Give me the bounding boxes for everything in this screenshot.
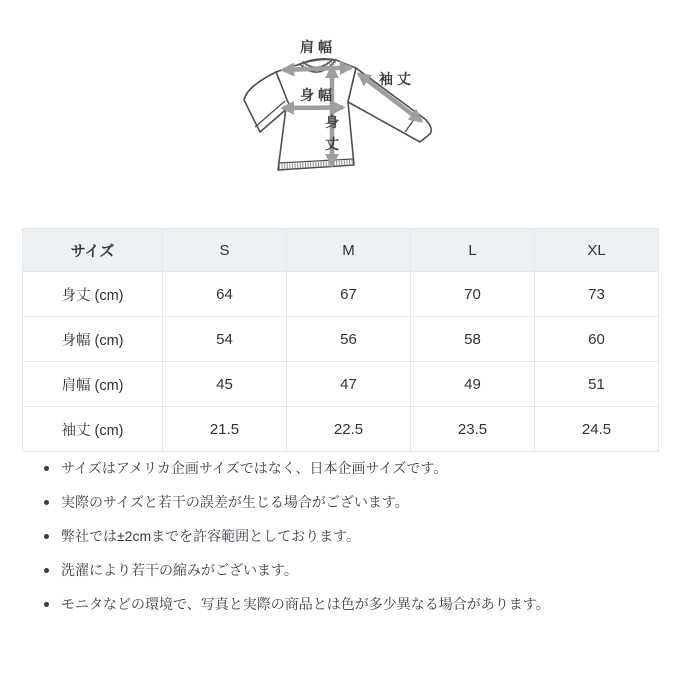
cell-value: 49	[411, 362, 535, 407]
body-length-label-char1: 身	[325, 114, 343, 130]
note-text: モニタなどの環境で、写真と実際の商品とは色が多少異なる場合があります。	[61, 596, 550, 612]
cell-value: 64	[163, 272, 287, 317]
cell-value: 24.5	[535, 407, 659, 452]
note-item	[40, 560, 652, 580]
note-item	[40, 458, 652, 478]
shoulder-width-arrow	[283, 68, 351, 71]
row-label: 身丈 (cm)	[23, 272, 163, 317]
cell-value: 21.5	[163, 407, 287, 452]
size-table-header-xl: XL	[535, 229, 659, 272]
table-row-body-width	[23, 317, 659, 362]
size-table	[22, 228, 659, 452]
body-width-label: 身幅	[300, 87, 336, 103]
body-width-arrow	[283, 108, 343, 109]
bullet-icon	[44, 602, 49, 607]
shoulder-width-label: 肩幅	[300, 39, 336, 55]
cell-value: 67	[287, 272, 411, 317]
row-label: 肩幅 (cm)	[23, 362, 163, 407]
cell-value: 58	[411, 317, 535, 362]
notes-list	[40, 458, 652, 628]
sleeve-length-label: 袖丈	[379, 71, 415, 87]
body-length-label-char2: 丈	[325, 136, 343, 152]
note-item	[40, 526, 652, 546]
bullet-icon	[44, 500, 49, 505]
size-table-header-s: S	[163, 229, 287, 272]
bullet-icon	[44, 466, 49, 471]
row-label: 身幅 (cm)	[23, 317, 163, 362]
row-label: 袖丈 (cm)	[23, 407, 163, 452]
size-table-header-label: サイズ	[23, 229, 163, 272]
note-text: 洗濯により若干の縮みがございます。	[61, 562, 298, 578]
table-row-body-length	[23, 272, 659, 317]
cell-value: 23.5	[411, 407, 535, 452]
bullet-icon	[44, 534, 49, 539]
note-item	[40, 594, 652, 614]
shirt-diagram-svg	[236, 34, 441, 184]
size-table-header-l: L	[411, 229, 535, 272]
note-text: 実際のサイズと若干の誤差が生じる場合がございます。	[61, 494, 409, 510]
table-row-sleeve-length	[23, 407, 659, 452]
note-item	[40, 492, 652, 512]
cell-value: 70	[411, 272, 535, 317]
size-table-header-m: M	[287, 229, 411, 272]
cell-value: 73	[535, 272, 659, 317]
size-table-header-row	[23, 229, 659, 272]
bullet-icon	[44, 568, 49, 573]
table-row-shoulder-width	[23, 362, 659, 407]
cell-value: 45	[163, 362, 287, 407]
cell-value: 51	[535, 362, 659, 407]
cell-value: 22.5	[287, 407, 411, 452]
cell-value: 47	[287, 362, 411, 407]
cell-value: 54	[163, 317, 287, 362]
cell-value: 56	[287, 317, 411, 362]
cell-value: 60	[535, 317, 659, 362]
shirt-measurement-diagram	[236, 34, 441, 184]
note-text: 弊社では±2cmまでを許容範囲としております。	[61, 528, 361, 544]
note-text: サイズはアメリカ企画サイズではなく、日本企画サイズです。	[61, 460, 448, 476]
shirt-body	[276, 60, 356, 171]
